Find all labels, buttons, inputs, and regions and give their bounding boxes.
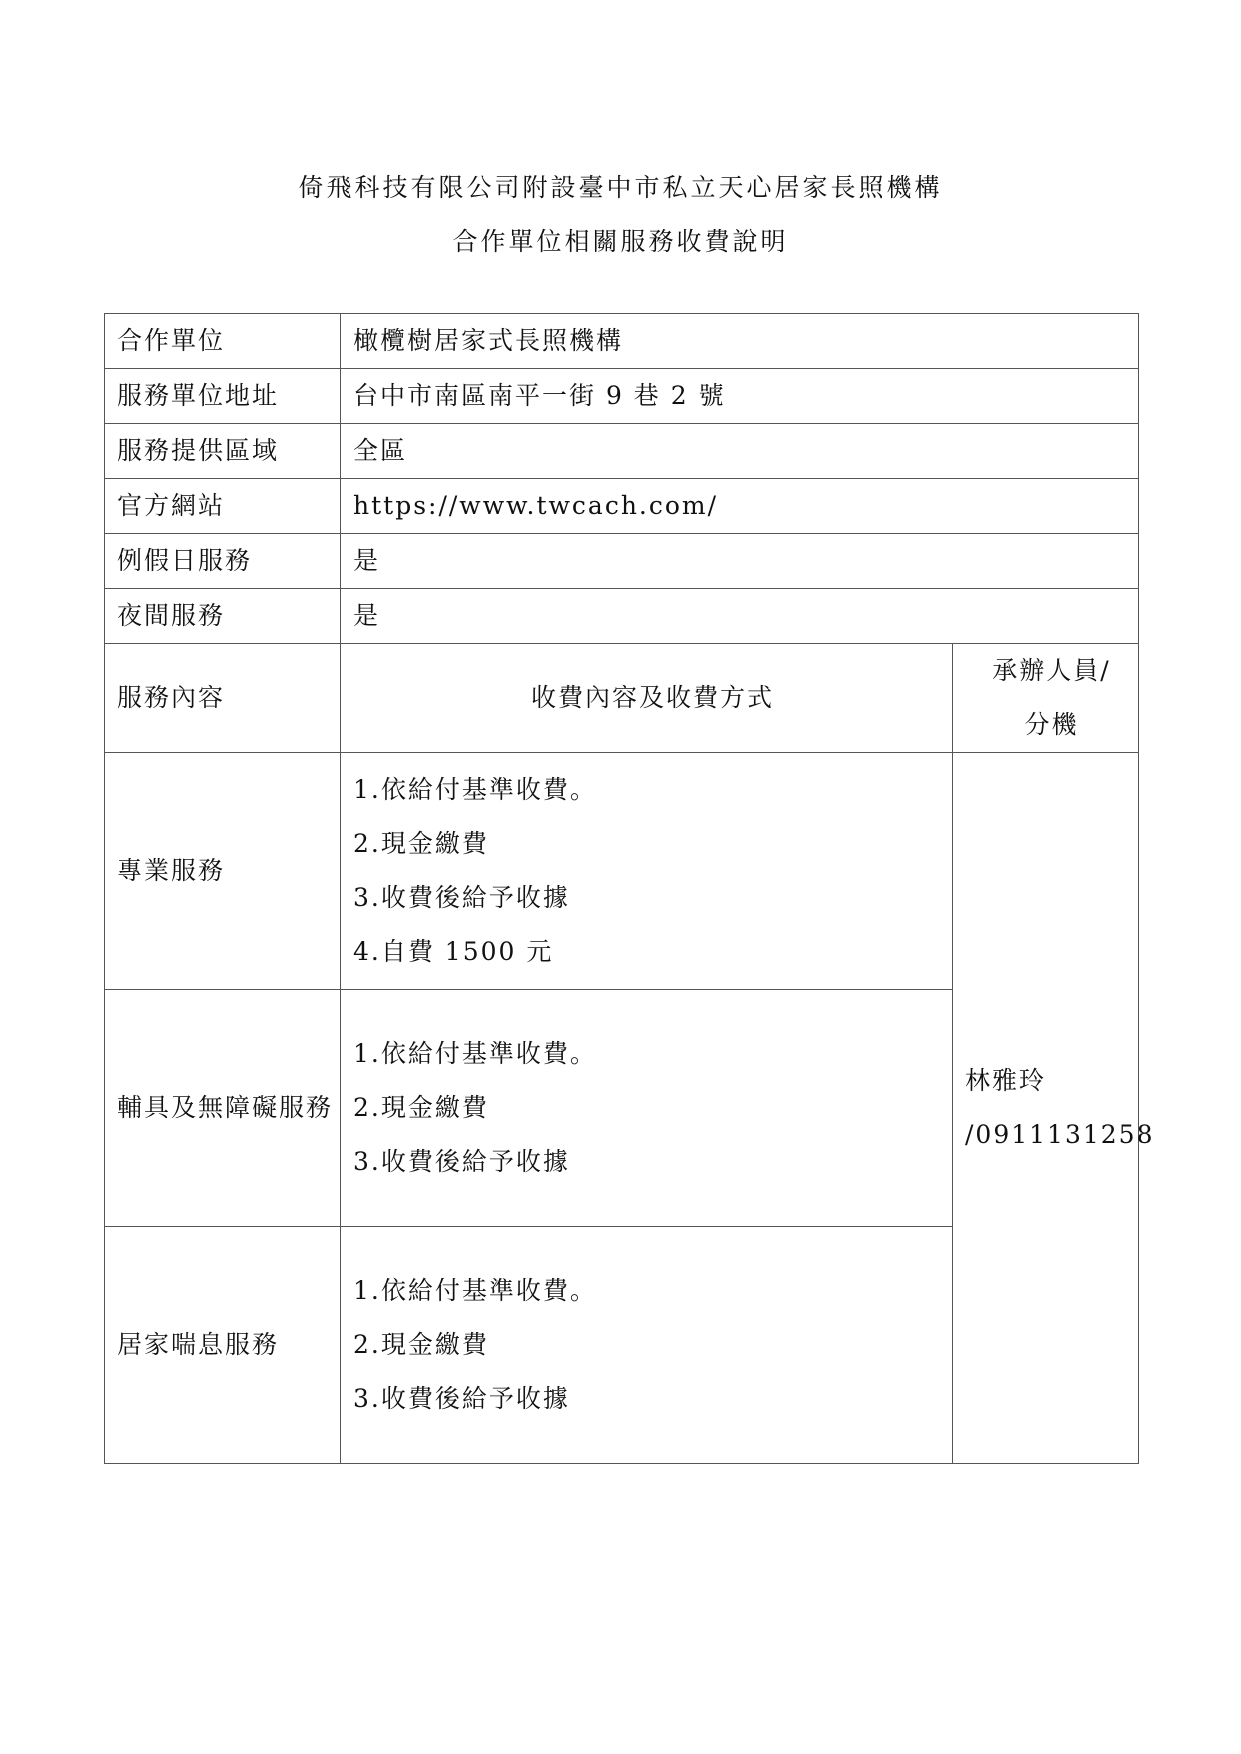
label-partner-unit: 合作單位 xyxy=(105,314,341,369)
fee-item: 2.現金繳費 xyxy=(353,829,489,858)
value-website: https://www.twcach.com/ xyxy=(341,479,1139,534)
value-address: 台中市南區南平一街 9 巷 2 號 xyxy=(341,369,1139,424)
table-row xyxy=(105,753,1139,990)
service-fee-details xyxy=(341,753,953,990)
table-row xyxy=(105,589,1139,644)
header-fee: 收費內容及收費方式 xyxy=(341,644,953,753)
service-name: 居家喘息服務 xyxy=(105,1227,341,1464)
service-fee-details xyxy=(341,990,953,1227)
service-fee-table xyxy=(104,313,1155,1464)
header-service: 服務內容 xyxy=(105,644,341,753)
value-service-area: 全區 xyxy=(341,424,1139,479)
label-address: 服務單位地址 xyxy=(105,369,341,424)
table-row xyxy=(105,424,1139,479)
fee-item: 1.依給付基準收費。 xyxy=(353,1276,597,1305)
header-staff-line1: 承辦人員/ xyxy=(992,656,1111,685)
staff-contact xyxy=(953,753,1155,1464)
label-holiday-service: 例假日服務 xyxy=(105,534,341,589)
table-header-row xyxy=(105,644,1139,753)
table-row xyxy=(105,369,1139,424)
value-partner-unit: 橄欖樹居家式長照機構 xyxy=(341,314,1139,369)
label-website: 官方網站 xyxy=(105,479,341,534)
fee-item: 3.收費後給予收據 xyxy=(353,1384,570,1413)
service-name: 輔具及無障礙服務 xyxy=(105,990,341,1227)
label-service-area: 服務提供區域 xyxy=(105,424,341,479)
service-name: 專業服務 xyxy=(105,753,341,990)
table-row xyxy=(105,479,1139,534)
fee-item: 4.自費 1500 元 xyxy=(353,937,554,966)
service-fee-details xyxy=(341,1227,953,1464)
table-row xyxy=(105,314,1139,369)
value-night-service: 是 xyxy=(341,589,1139,644)
fee-item: 2.現金繳費 xyxy=(353,1093,489,1122)
header-staff-line2: 分機 xyxy=(1024,710,1079,739)
staff-name: 林雅玲 xyxy=(965,1066,1047,1095)
fee-item: 1.依給付基準收費。 xyxy=(353,775,597,804)
document-title: 倚飛科技有限公司附設臺中市私立天心居家長照機構 xyxy=(298,173,943,202)
staff-phone: /0911131258 xyxy=(965,1120,1155,1149)
fee-item: 3.收費後給予收據 xyxy=(353,883,570,912)
fee-item: 1.依給付基準收費。 xyxy=(353,1039,597,1068)
fee-item: 2.現金繳費 xyxy=(353,1330,489,1359)
table-row xyxy=(105,534,1139,589)
fee-item: 3.收費後給予收據 xyxy=(353,1147,570,1176)
document-subtitle: 合作單位相關服務收費說明 xyxy=(452,227,789,256)
value-holiday-service: 是 xyxy=(341,534,1139,589)
header-staff xyxy=(953,644,1139,753)
label-night-service: 夜間服務 xyxy=(105,589,341,644)
